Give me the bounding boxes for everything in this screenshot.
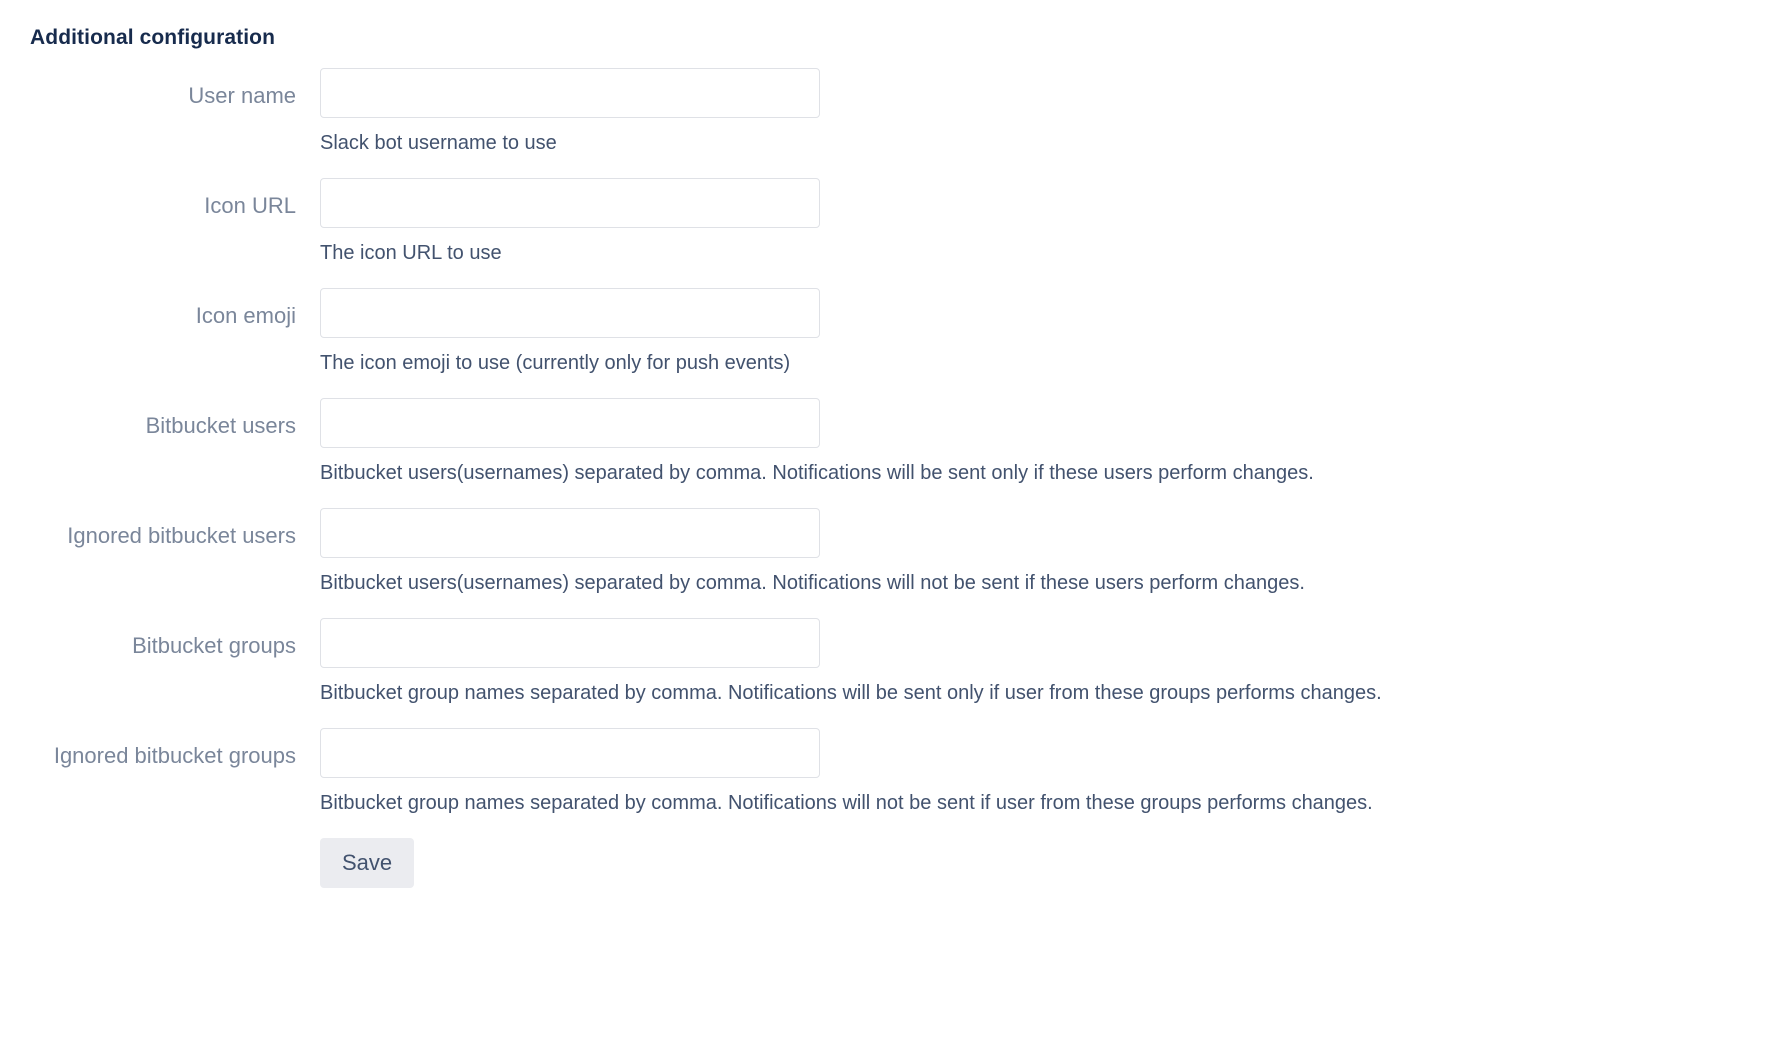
- save-button[interactable]: Save: [320, 838, 414, 888]
- field-desc-user-name: Slack bot username to use: [320, 132, 557, 154]
- ignored-bitbucket-users-input[interactable]: [320, 508, 820, 558]
- icon-emoji-input[interactable]: [320, 288, 820, 338]
- ignored-bitbucket-groups-input[interactable]: [320, 728, 820, 778]
- field-ignored-bitbucket-groups: [30, 728, 1748, 778]
- field-icon-emoji: [30, 288, 1748, 338]
- user-name-input[interactable]: [320, 68, 820, 118]
- bitbucket-groups-input[interactable]: [320, 618, 820, 668]
- field-desc-bitbucket-groups: Bitbucket group names separated by comma. Notifications will be sent only if user from these groups performs changes.: [320, 682, 1382, 704]
- field-desc-icon-url: The icon URL to use: [320, 242, 502, 264]
- field-bitbucket-users: [30, 398, 1748, 448]
- field-control-icon-url: [320, 178, 1748, 228]
- field-icon-url: [30, 178, 1748, 228]
- field-label-ignored-bitbucket-users: Ignored bitbucket users: [67, 523, 296, 548]
- field-control-ignored-bitbucket-groups: [320, 728, 1748, 778]
- icon-url-input[interactable]: [320, 178, 820, 228]
- page-title: Additional configuration: [30, 26, 276, 49]
- additional-configuration-form: [30, 68, 1748, 888]
- field-control-ignored-bitbucket-users: [320, 508, 1748, 558]
- field-label-ignored-bitbucket-groups: Ignored bitbucket groups: [53, 743, 296, 768]
- bitbucket-users-input[interactable]: [320, 398, 820, 448]
- form-actions: [30, 838, 1748, 888]
- field-bitbucket-groups: [30, 618, 1748, 668]
- field-desc-ignored-bitbucket-groups: Bitbucket group names separated by comma. Notifications will not be sent if user from these groups performs changes.: [320, 792, 1373, 814]
- field-label-bitbucket-groups: Bitbucket groups: [132, 633, 296, 658]
- field-user-name: [30, 68, 1748, 118]
- field-label-bitbucket-users: Bitbucket users: [145, 413, 296, 438]
- form-actions-spacer: [30, 838, 320, 888]
- field-control-bitbucket-users: [320, 398, 1748, 448]
- field-label-icon-url: Icon URL: [204, 193, 296, 218]
- field-ignored-bitbucket-users: [30, 508, 1748, 558]
- field-desc-bitbucket-users: Bitbucket users(usernames) separated by comma. Notifications will be sent only if these users perform changes.: [320, 462, 1314, 484]
- field-label-icon-emoji: Icon emoji: [195, 303, 296, 328]
- field-label-user-name: User name: [188, 83, 296, 108]
- field-desc-ignored-bitbucket-users: Bitbucket users(usernames) separated by comma. Notifications will not be sent if these users perform changes.: [320, 572, 1305, 594]
- field-control-user-name: [320, 68, 1748, 118]
- field-desc-icon-emoji: The icon emoji to use (currently only for push events): [320, 352, 791, 374]
- field-control-icon-emoji: [320, 288, 1748, 338]
- field-control-bitbucket-groups: [320, 618, 1748, 668]
